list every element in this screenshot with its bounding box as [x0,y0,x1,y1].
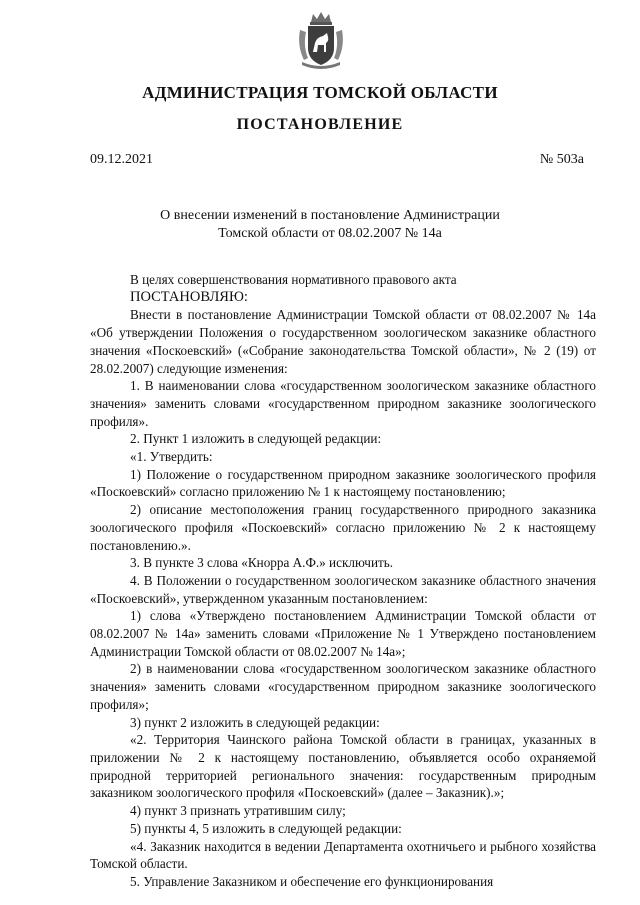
decree-word: ПОСТАНОВЛЯЮ: [130,288,248,305]
intro-paragraph: В целях совершенствования нормативного правового акта [130,272,457,287]
body-paragraph: 1. В наименовании слова «государственном зоологическом заказнике областного значения» заменить словами «государственном природном заказнике зоологического профиля». [90,378,596,429]
body-paragraph: «1. Утвердить: [130,449,213,465]
body-paragraph: 3) пункт 2 изложить в следующей редакции: [130,714,380,730]
body-paragraph: 5. Управление Заказником и обеспечение его функционирования [130,873,494,889]
body-paragraph: «4. Заказник находится в ведении Департамента охотничьего и рыбного хозяйства Томской области. [90,838,596,872]
body-paragraph: 2. Пункт 1 изложить в следующей редакции: [130,431,382,447]
subject-line: Томской области от 08.02.2007 № 14а [218,226,442,241]
subject-line: О внесении изменений в постановление Администрации [160,208,500,223]
body-paragraph: 1) Положение о государственном природном заказнике зоологического профиля «Поскоевский» согласно приложению № 1 к настоящему постановлению; [90,466,596,500]
document-type: ПОСТАНОВЛЕНИЕ [236,116,404,133]
body-paragraph: «2. Территория Чаинского района Томской области в границах, указанных в приложении № 2 к настоящему постановлению, объявляется особо охраняемой природной территорией регионального значения: государственным природным заказником зоологического профиля «Поскоевский» (далее – Заказник).»; [90,732,596,801]
body-paragraph: 2) описание местоположения границ государственного природного заказника зоологического профиля «Поскоевский» согласно приложению № 2 к настоящему постановлению.». [90,502,596,553]
coat-of-arms-icon [296,10,346,72]
body-paragraph: 3. В пункте 3 слова «Кнорра А.Ф.» исключить. [130,555,394,571]
body-paragraph: 2) в наименовании слова «государственном зоологическом заказнике областного значения» заменить словами «государственном природном заказнике зоологического профиля»; [90,661,596,712]
document-number: № 503а [539,152,584,167]
body-paragraph: Внести в постановление Администрации Томской области от 08.02.2007 № 14а «Об утверждении Положения о государственном зоологическом заказнике областного значения «Поскоевский» («Собрание законодательства Томской области», № 2 (19) от 28.02.2007) следующие изменения: [90,307,596,376]
body-paragraph: 1) слова «Утверждено постановлением Администрации Томской области от 08.02.2007 № 14а» заменить словами «Приложение № 1 Утверждено постановлением Администрации Томской области от 08.02.2007 № 14а»; [90,608,596,659]
body-paragraph: 4) пункт 3 признать утратившим силу; [130,803,346,819]
body-paragraph: 4. В Положении о государственном зоологическом заказнике областного значения «Поскоевский», утвержденном указанным постановлением: [90,572,596,606]
document-body [90,271,596,891]
organization-title: АДМИНИСТРАЦИЯ ТОМСКОЙ ОБЛАСТИ [142,83,498,102]
body-paragraph: 5) пункты 4, 5 изложить в следующей редакции: [130,820,402,836]
document-subject [140,207,520,243]
document-date: 09.12.2021 [90,152,153,167]
